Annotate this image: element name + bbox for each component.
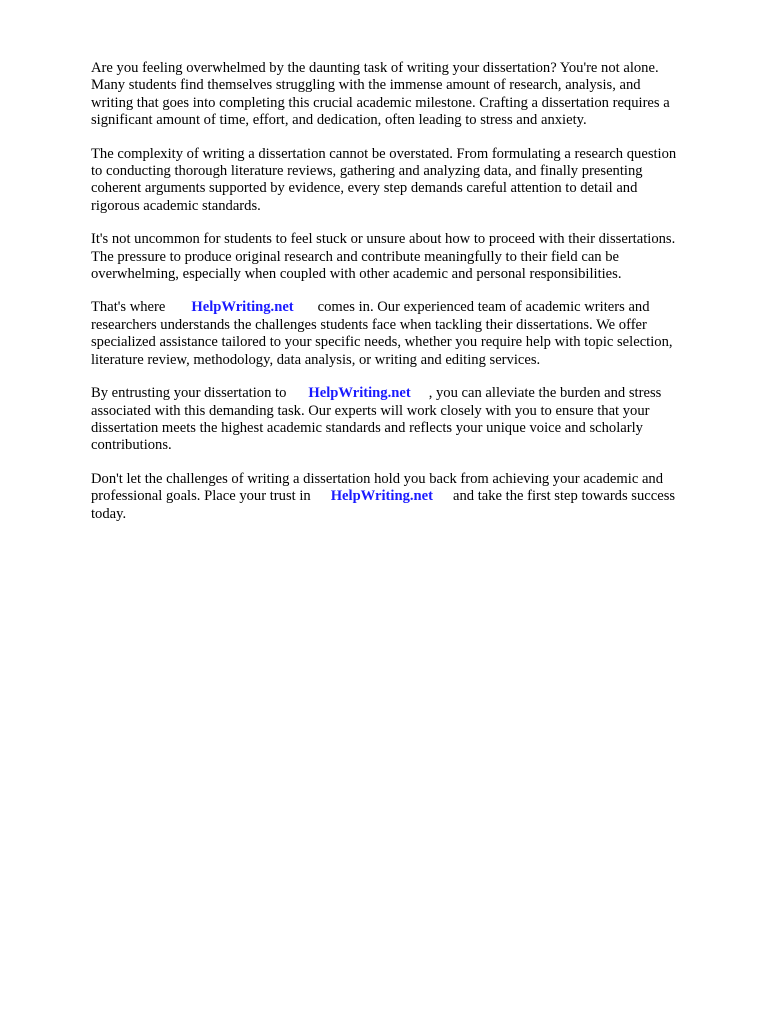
text-line: coherent arguments supported by evidence, every step demands careful attention to detail and [91,180,638,197]
helpwriting-link[interactable]: HelpWriting.net [308,385,411,402]
paragraph-pressure [91,231,723,283]
text-segment: and take the first step towards success [452,488,676,505]
document-body [91,60,723,539]
text-line: Many students find themselves struggling with the immense amount of research, analysis, and [91,77,641,94]
text-line: significant amount of time, effort, and dedication, often leading to stress and anxiety. [91,112,587,129]
helpwriting-link[interactable]: HelpWriting.net [330,488,433,505]
text-line: rigorous academic standards. [91,197,261,214]
text-line: literature review, methodology, data analysis, or writing and editing services. [91,351,541,368]
paragraph-intro [91,60,723,130]
paragraph-entrust [91,385,723,455]
text-segment: professional goals. Place your trust in [91,488,311,505]
text-line: The complexity of writing a dissertation cannot be overstated. From formulating a research question [91,145,677,162]
text-segment: comes in. Our experienced team of academic writers and [317,299,650,316]
text-segment: , you can alleviate the burden and stress [428,385,662,402]
text-line: It's not uncommon for students to feel stuck or unsure about how to proceed with their dissertations. [91,231,676,248]
text-line [91,299,723,316]
text-line: writing that goes into completing this crucial academic milestone. Crafting a dissertation requires a [91,94,670,111]
text-line [91,488,723,505]
text-line: dissertation meets the highest academic standards and reflects your unique voice and scholarly [91,419,643,436]
text-line: contributions. [91,437,172,454]
helpwriting-link[interactable]: HelpWriting.net [191,299,294,316]
text-segment: That's where [91,299,166,316]
text-line [91,385,723,402]
text-line: researchers understands the challenges students face when tackling their dissertations. We offer [91,316,647,333]
paragraph-complexity [91,146,723,216]
text-segment: By entrusting your dissertation to [91,385,287,402]
paragraph-closing [91,471,723,523]
text-line: to conducting thorough literature reviews, gathering and analyzing data, and finally presenting [91,163,643,180]
text-line: Don't let the challenges of writing a dissertation hold you back from achieving your academic and [91,470,664,487]
text-line: Are you feeling overwhelmed by the daunting task of writing your dissertation? You're not alone. [91,60,659,76]
paragraph-service [91,299,723,369]
text-line: The pressure to produce original research and contribute meaningfully to their field can be [91,248,620,265]
text-line: specialized assistance tailored to your specific needs, whether you require help with topic selection, [91,334,673,351]
text-line: associated with this demanding task. Our experts will work closely with you to ensure that your [91,402,650,419]
text-line: overwhelming, especially when coupled with other academic and personal responsibilities. [91,266,622,283]
text-line: today. [91,505,127,522]
